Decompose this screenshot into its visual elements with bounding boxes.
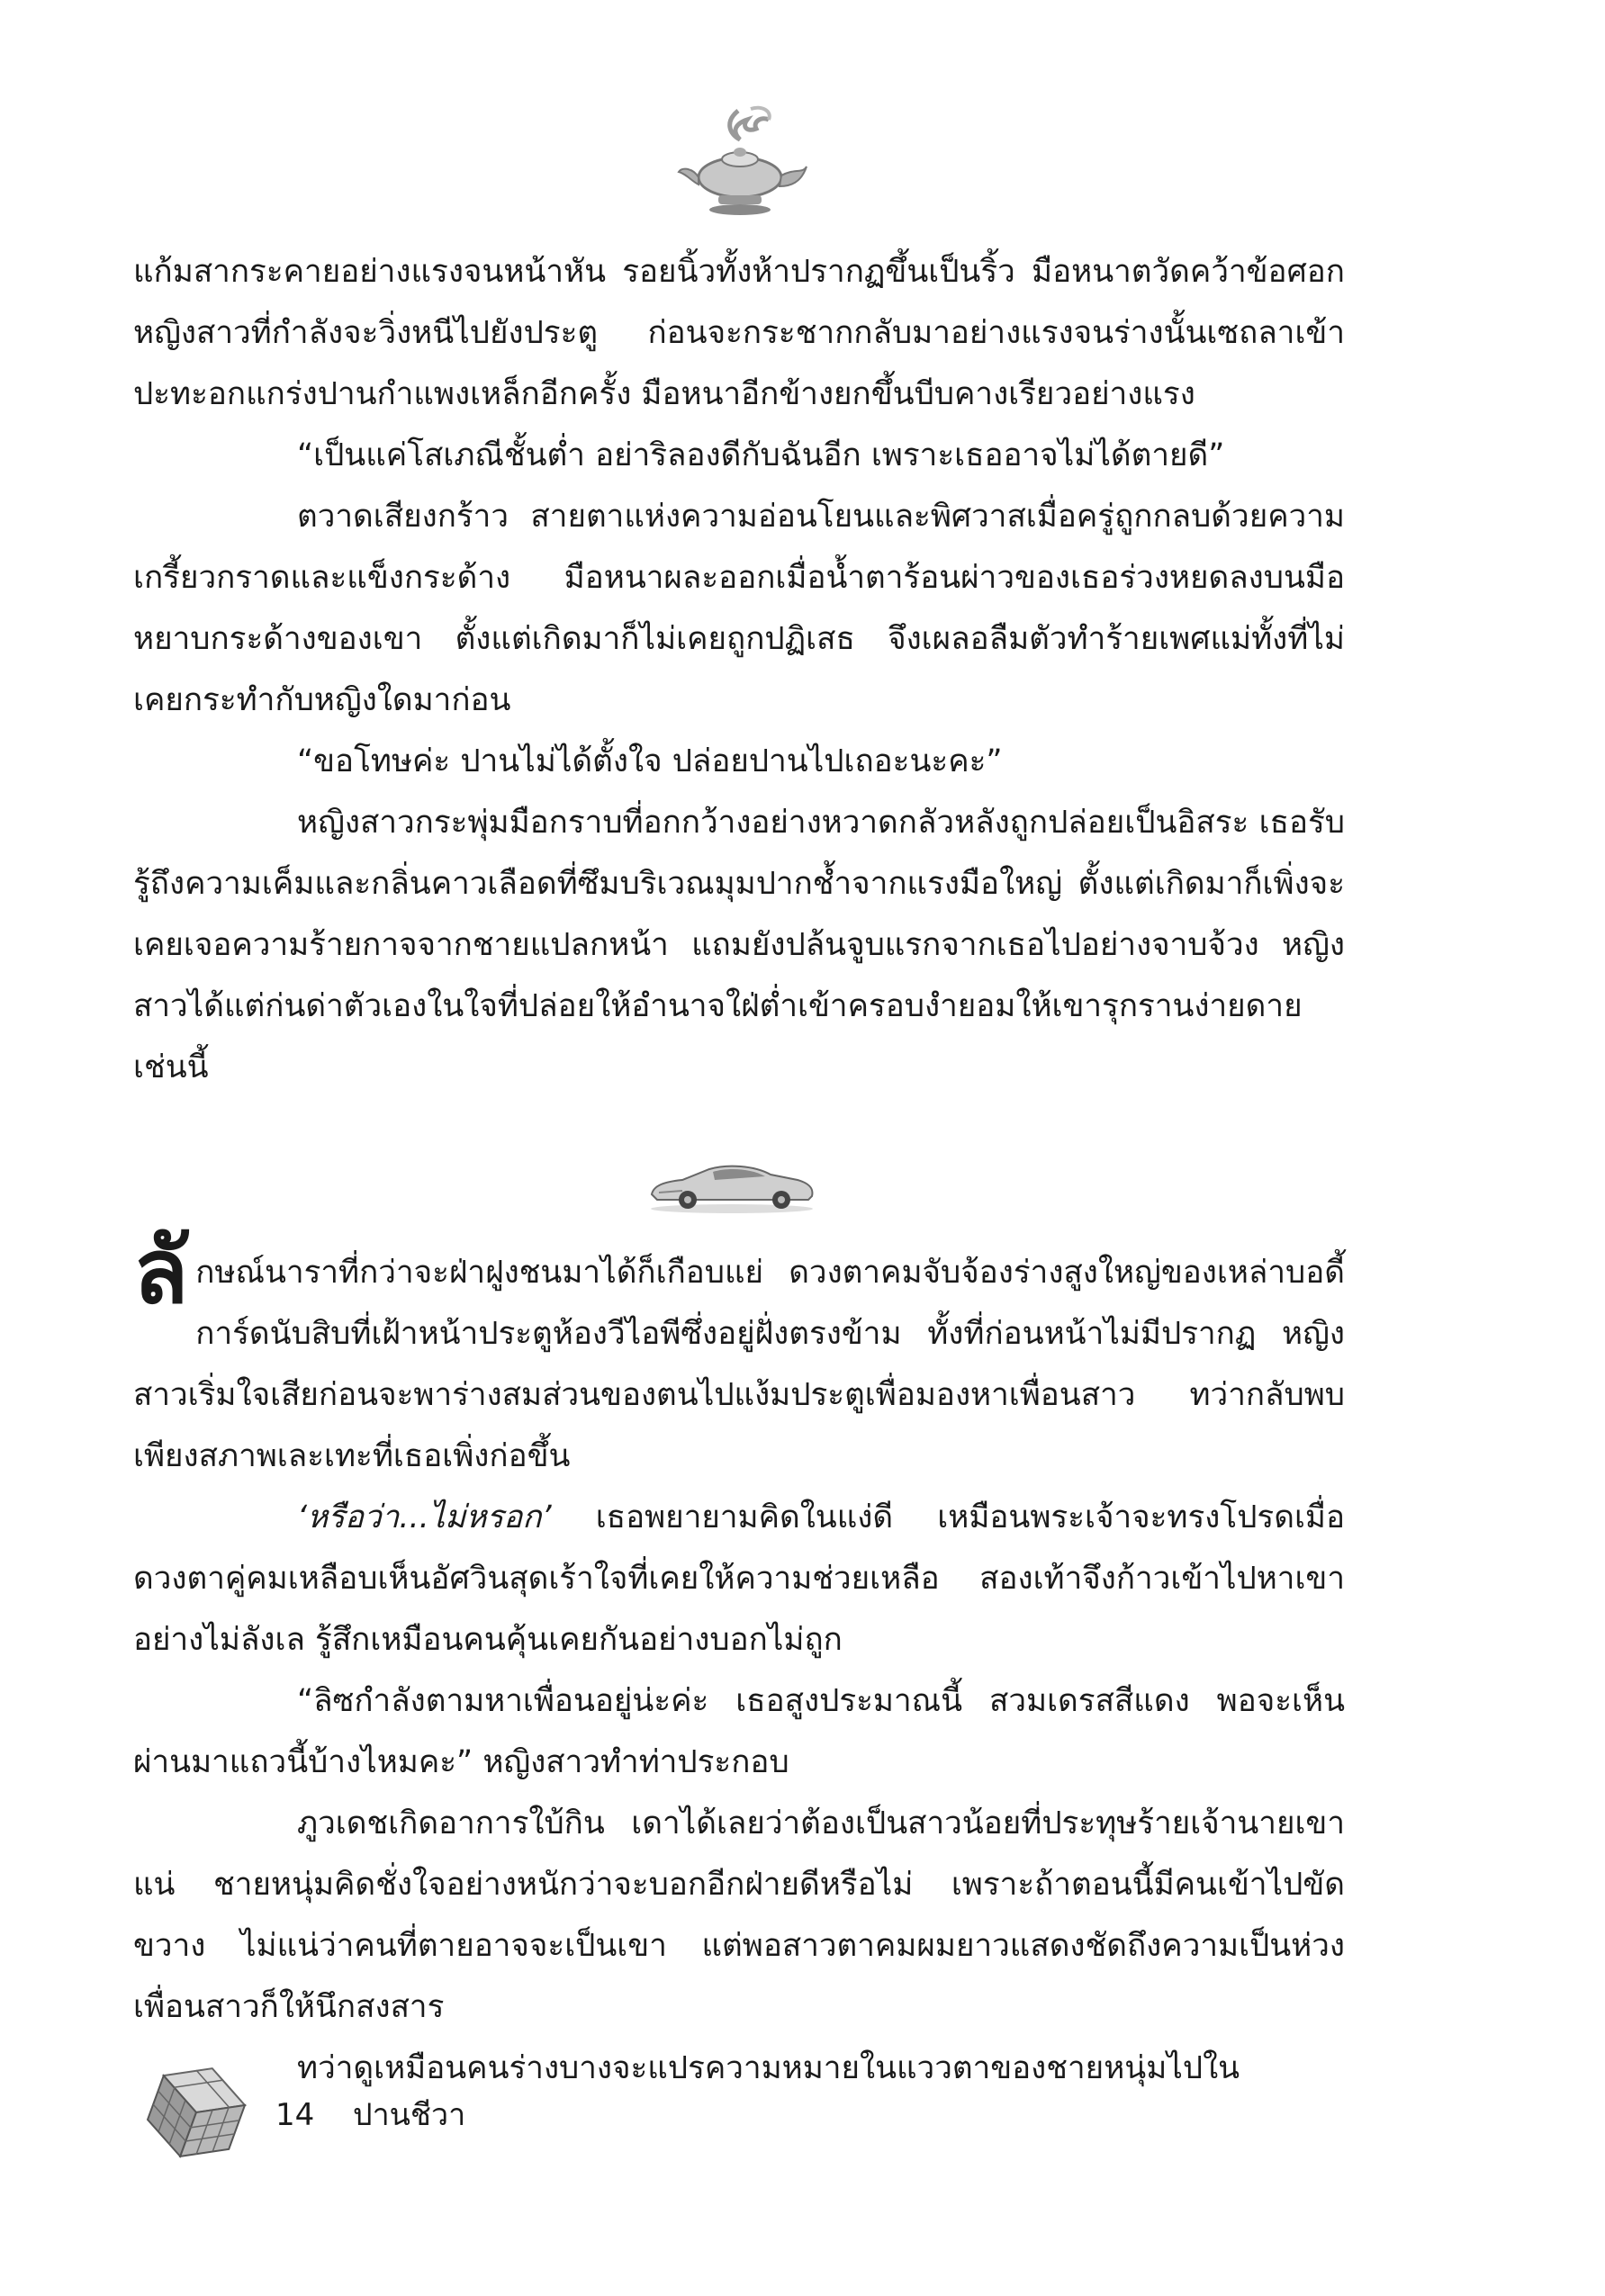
paragraph: หญิงสาวกระพุ่มมือกราบที่อกกว้างอย่างหวาดกลัวหลังถูกปล่อยเป็นอิสระ เธอรับรู้ถึงความเค็มและกลิ่นคาวเลือดที่ซึมบริเวณมุมปากช้ำจากแรงมือใหญ่ ตั้งแต่เกิดมาก็เพิ่งจะเคยเจอความร้ายกาจจากชายแปลกหน้า แถมยังปล้นจูบแรกจากเธอไปอย่างจาบจ้วง หญิงสาวได้แต่ก่นด่าตัวเองในใจที่ปล่อยให้อำนาจใฝ่ต่ำเข้าครอบงำยอมให้เขารุกรานง่ายดายเช่นนี้ (133, 805, 1345, 1085)
paragraph-text: เธอพยายามคิดในแง่ดี เหมือนพระเจ้าจะทรงโปรดเมื่อดวงตาคู่คมเหลือบเห็นอัศวินสุดเร้าใจที่เคยให้ความช่วยเหลือ สองเท้าจึงก้าวเข้าไปหาเขาอย่างไม่ลังเล รู้สึกเหมือนคนคุ้นเคยกันอย่างบอกไม่ถูก (133, 1499, 1345, 1658)
teapot-ornament-icon (675, 104, 810, 221)
paragraph: ภูวเดชเกิดอาการใบ้กิน เดาได้เลยว่าต้องเป็นสาวน้อยที่ประทุษร้ายเจ้านายเขาแน่ ชายหนุ่มคิดชั่งใจอย่างหนักว่าจะบอกอีกฝ่ายดีหรือไม่ เพราะถ้าตอนนี้มีคนเข้าไปขัดขวาง ไม่แน่ว่าคนที่ตายอาจจะเป็นเขา แต่พอสาวตาคมผมยาวแสดงชัดถึงความเป็นห่วงเพื่อนสาวก็ให้นึกสงสาร (133, 1805, 1345, 2025)
paragraph: “ลิซกำลังตามหาเพื่อนอยู่น่ะค่ะ เธอสูงประมาณนี้ สวมเดรสสีแดง พอจะเห็นผ่านมาแถวนี้บ้างไหมคะ” หญิงสาวทำท่าประกอบ (133, 1683, 1345, 1780)
drop-cap: ลั (133, 1219, 189, 1324)
paragraph: ทว่าดูเหมือนคนร่างบางจะแปรความหมายในแววตาของชายหนุ่มไปใน (297, 2050, 1240, 2086)
text-section-2 (133, 1219, 1345, 2099)
paragraph: “ขอโทษค่ะ ปานไม่ได้ตั้งใจ ปล่อยปานไปเถอะนะคะ” (297, 743, 1003, 779)
italic-phrase: ‘หรือว่า...ไม่หรอก’ (297, 1499, 552, 1535)
paragraph-text: กษณ์นาราที่กว่าจะฝ่าฝูงชนมาได้ก็เกือบแย่ ดวงตาคมจับจ้องร่างสูงใหญ่ของเหล่าบอดี้การ์ดนับสิบที่เฝ้าหน้าประตูห้องวีไอพีซึ่งอยู่ฝั่งตรงข้าม ทั้งที่ก่อนหน้าไม่มีปรากฏ หญิงสาวเริ่มใจเสียก่อนจะพาร่างสมส่วนของตนไปแง้มประตูเพื่อมองหาเพื่อนสาว ทว่ากลับพบเพียงสภาพเละเทะที่เธอเพิ่งก่อขึ้น (133, 1255, 1345, 1474)
paragraph: ตวาดเสียงกร้าว สายตาแห่งความอ่อนโยนและพิศวาสเมื่อครู่ถูกกลบด้วยความเกรี้ยวกราดและแข็งกระด้าง มือหนาผละออกเมื่อน้ำตาร้อนผ่าวของเธอร่วงหยดลงบนมือหยาบกระด้างของเขา ตั้งแต่เกิดมาก็ไม่เคยถูกปฏิเสธ จึงเผลอลืมตัวทำร้ายเพศแม่ทั้งที่ไม่เคยกระทำกับหญิงใดมาก่อน (133, 499, 1345, 718)
paragraph (133, 1219, 1345, 1487)
paragraph: “เป็นแค่โสเภณีชั้นต่ำ อย่าริลองดีกับฉันอีก เพราะเธออาจไม่ได้ตายดี” (297, 437, 1225, 473)
page-number: 14 (275, 2097, 315, 2133)
text-section-1 (133, 241, 1345, 1098)
paragraph: แก้มสากระคายอย่างแรงจนหน้าหัน รอยนิ้วทั้งห้าปรากฏขึ้นเป็นริ้ว มือหนาตวัดคว้าข้อศอกหญิงสาวที่กำลังจะวิ่งหนีไปยังประตู ก่อนจะกระชากกลับมาอย่างแรงจนร่างนั้นเซถลาเข้าปะทะอกแกร่งปานกำแพงเหล็กอีกครั้ง มือหนาอีกข้างยกขึ้นบีบคางเรียวอย่างแรง (133, 254, 1345, 412)
paragraph (133, 1487, 1345, 1670)
book-title: ปานชีวา (353, 2097, 466, 2133)
car-illustration-icon (646, 1157, 817, 1214)
cube-ornament-icon (133, 2057, 259, 2165)
